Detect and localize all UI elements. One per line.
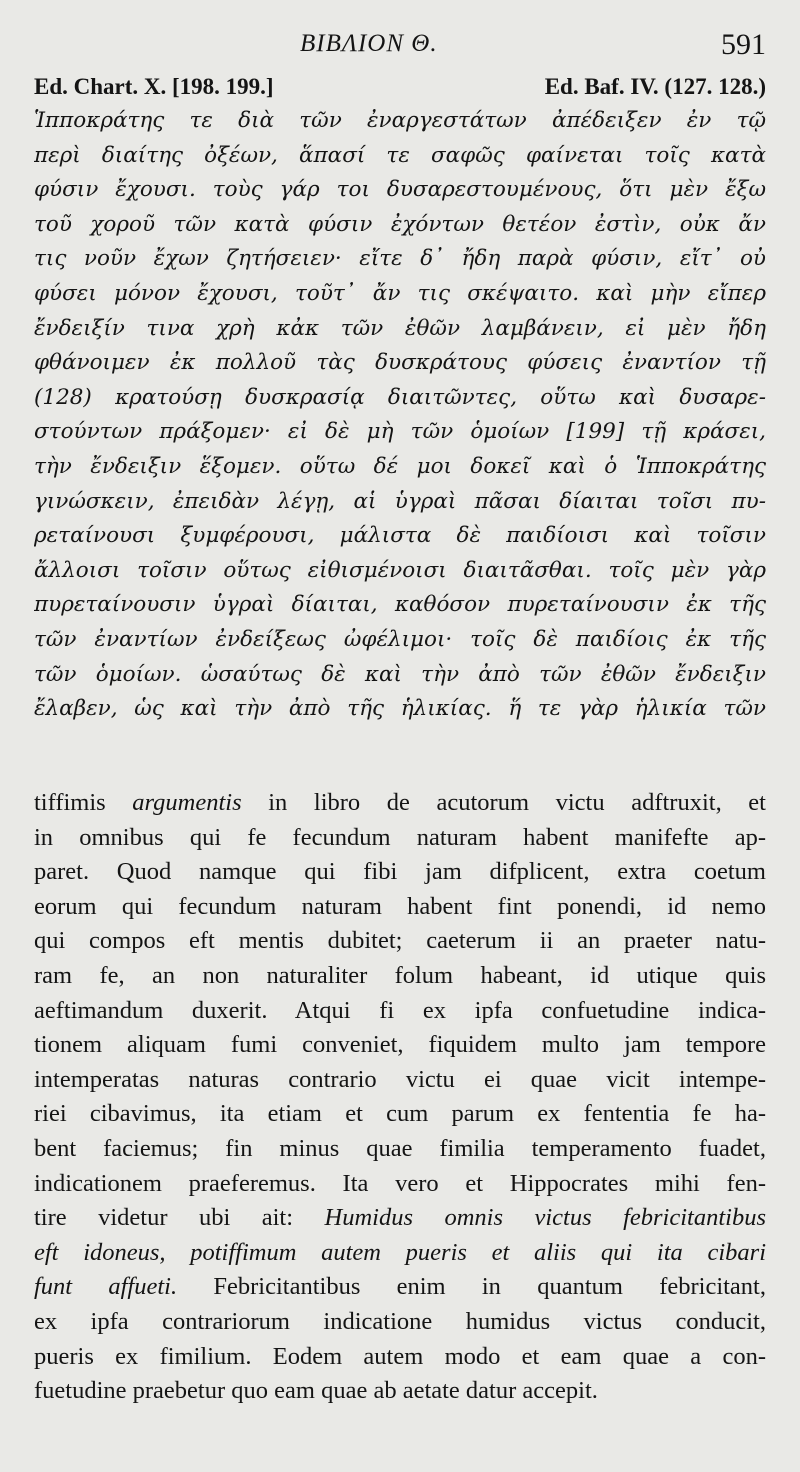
greek-line: γινώσκειν, ἐπειδὰν λέγῃ, αἱ ὑγραὶ πᾶσαι δίαιται τοῖσι πυ- bbox=[34, 488, 766, 514]
latin-line: paret. Quod namque qui fibi jam difplicent, extra coetum bbox=[34, 858, 766, 886]
greek-line: πυρεταίνουσιν ὑγραὶ δίαιται, καθόσον πυρεταίνουσιν ἐκ τῆς bbox=[34, 592, 766, 618]
greek-line: τις νοῦν ἔχων ζητήσειεν· εἴτε δ᾽ ἤδη παρὰ φύσιν, εἴτ᾽ οὐ bbox=[34, 246, 766, 272]
latin-fragment: in libro de acutorum victu adftruxit, et bbox=[241, 789, 766, 816]
page-number: 591 bbox=[721, 28, 766, 61]
latin-line: ex ipfa contrariorum indicatione humidus victus conducit, bbox=[34, 1307, 766, 1335]
latin-line: in omnibus qui fe fecundum naturam habent manifefte ap- bbox=[34, 823, 766, 851]
greek-line: στούντων πράξομεν· εἰ δὲ μὴ τῶν ὁμοίων [199] τῇ κράσει, bbox=[34, 419, 766, 445]
latin-line: pueris ex fimilium. Eodem autem modo et eam quae a con- bbox=[34, 1342, 766, 1370]
edition-basel-ref: Ed. Baf. IV. (127. 128.) bbox=[544, 74, 766, 99]
latin-line: intemperatas naturas contrario victu ei quae vicit intempe- bbox=[34, 1065, 766, 1093]
latin-line: indicationem praeferemus. Ita vero et Hippocrates mihi fen- bbox=[34, 1169, 766, 1197]
latin-line bbox=[34, 1270, 766, 1305]
greek-line: περὶ διαίτης ὀξέων, ἅπασί τε σαφῶς φαίνεται τοῖς κατὰ bbox=[34, 142, 766, 168]
greek-line: ρεταίνουσι ξυμφέρουσι, μάλιστα δὲ παιδίοισι καὶ τοῖσιν bbox=[34, 523, 766, 549]
greek-line: (128) κρατούσῃ δυσκρασίᾳ διαιτῶντες, οὕτω καὶ δυσαρε- bbox=[34, 384, 766, 410]
running-header bbox=[0, 30, 800, 64]
latin-italic-fragment: argumentis bbox=[132, 789, 242, 816]
latin-line: riei cibavimus, ita etiam et cum parum ex fententia fe ha- bbox=[34, 1100, 766, 1128]
latin-fragment: tire videtur ubi ait: bbox=[34, 1204, 325, 1232]
greek-line: ἔνδειξίν τινα χρὴ κἀκ τῶν ἐθῶν λαμβάνειν, εἰ μὲν ἤδη bbox=[34, 315, 766, 341]
latin-line: bent faciemus; fin minus quae fimilia temperamento fuadet, bbox=[34, 1134, 766, 1162]
hippocrates-quote-line: eft idoneus, potiffimum autem pueris et aliis qui ita cibari bbox=[34, 1238, 766, 1266]
latin-line: ram fe, an non naturaliter folum habeant, id utique quis bbox=[34, 961, 766, 989]
hippocrates-quote-fragment: funt affueti. bbox=[34, 1273, 178, 1301]
latin-fragment: tiffimis bbox=[34, 789, 133, 816]
latin-line: qui compos eft mentis dubitet; caeterum ii an praeter natu- bbox=[34, 927, 766, 955]
greek-line: φθάνοιμεν ἐκ πολλοῦ τὰς δυσκράτους φύσεις ἐναντίον τῇ bbox=[34, 350, 766, 376]
running-title: ΒΙΒΛΙΟΝ Θ. bbox=[300, 30, 438, 57]
latin-line: fuetudine praebetur quo eam quae ab aetate datur accepit. bbox=[34, 1377, 598, 1405]
latin-fragment: Febricitantibus enim in quantum febricitant, bbox=[177, 1273, 766, 1301]
greek-line: τῶν ἐναντίων ἐνδείξεως ὠφέλιμοι· τοῖς δὲ παιδίοις ἐκ τῆς bbox=[34, 626, 766, 652]
greek-line: φύσει μόνον ἔχουσι, τοῦτ᾽ ἄν τις σκέψαιτο. καὶ μὴν εἴπερ bbox=[34, 280, 766, 306]
greek-line: ἄλλοισι τοῖσιν οὕτως εἰθισμένοισι διαιτᾶσθαι. τοῖς μὲν γὰρ bbox=[34, 557, 766, 583]
hippocrates-quote-fragment: Humidus omnis victus febricitantibus bbox=[324, 1204, 766, 1232]
edition-chartier-ref: Ed. Chart. X. [198. 199.] bbox=[34, 74, 274, 99]
greek-line: τῶν ὁμοίων. ὡσαύτως δὲ καὶ τὴν ἀπὸ τῶν ἐθῶν ἔνδειξιν bbox=[34, 661, 766, 687]
latin-line bbox=[34, 786, 766, 821]
latin-line: tionem aliquam fumi conveniet, fiquidem multo jam tempore bbox=[34, 1031, 766, 1059]
greek-line: ἔλαβεν, ὡς καὶ τὴν ἀπὸ τῆς ἡλικίας. ἥ τε γὰρ ἡλικία τῶν bbox=[34, 696, 766, 722]
greek-line: Ἱπποκράτης τε διὰ τῶν ἐναργεστάτων ἀπέδειξεν ἐν τῷ bbox=[34, 108, 766, 133]
latin-line: aeftimandum duxerit. Atqui fi ex ipfa confuetudine indica- bbox=[34, 996, 766, 1024]
greek-text-block bbox=[34, 104, 766, 727]
latin-text-block bbox=[34, 786, 766, 1409]
greek-line: φύσιν ἔχουσι. τοὺς γάρ τοι δυσαρεστουμένους, ὅτι μὲν ἔξω bbox=[34, 177, 766, 203]
latin-line: eorum qui fecundum naturam habent fint ponendi, id nemo bbox=[34, 892, 766, 920]
latin-line bbox=[34, 1201, 766, 1236]
edition-reference-line bbox=[34, 74, 766, 104]
greek-line: τὴν ἔνδειξιν ἕξομεν. οὕτω δέ μοι δοκεῖ καὶ ὁ Ἱπποκράτης bbox=[34, 453, 766, 479]
greek-line: τοῦ χοροῦ τῶν κατὰ φύσιν ἐχόντων θετέον ἐστὶν, οὐκ ἄν bbox=[34, 211, 766, 237]
